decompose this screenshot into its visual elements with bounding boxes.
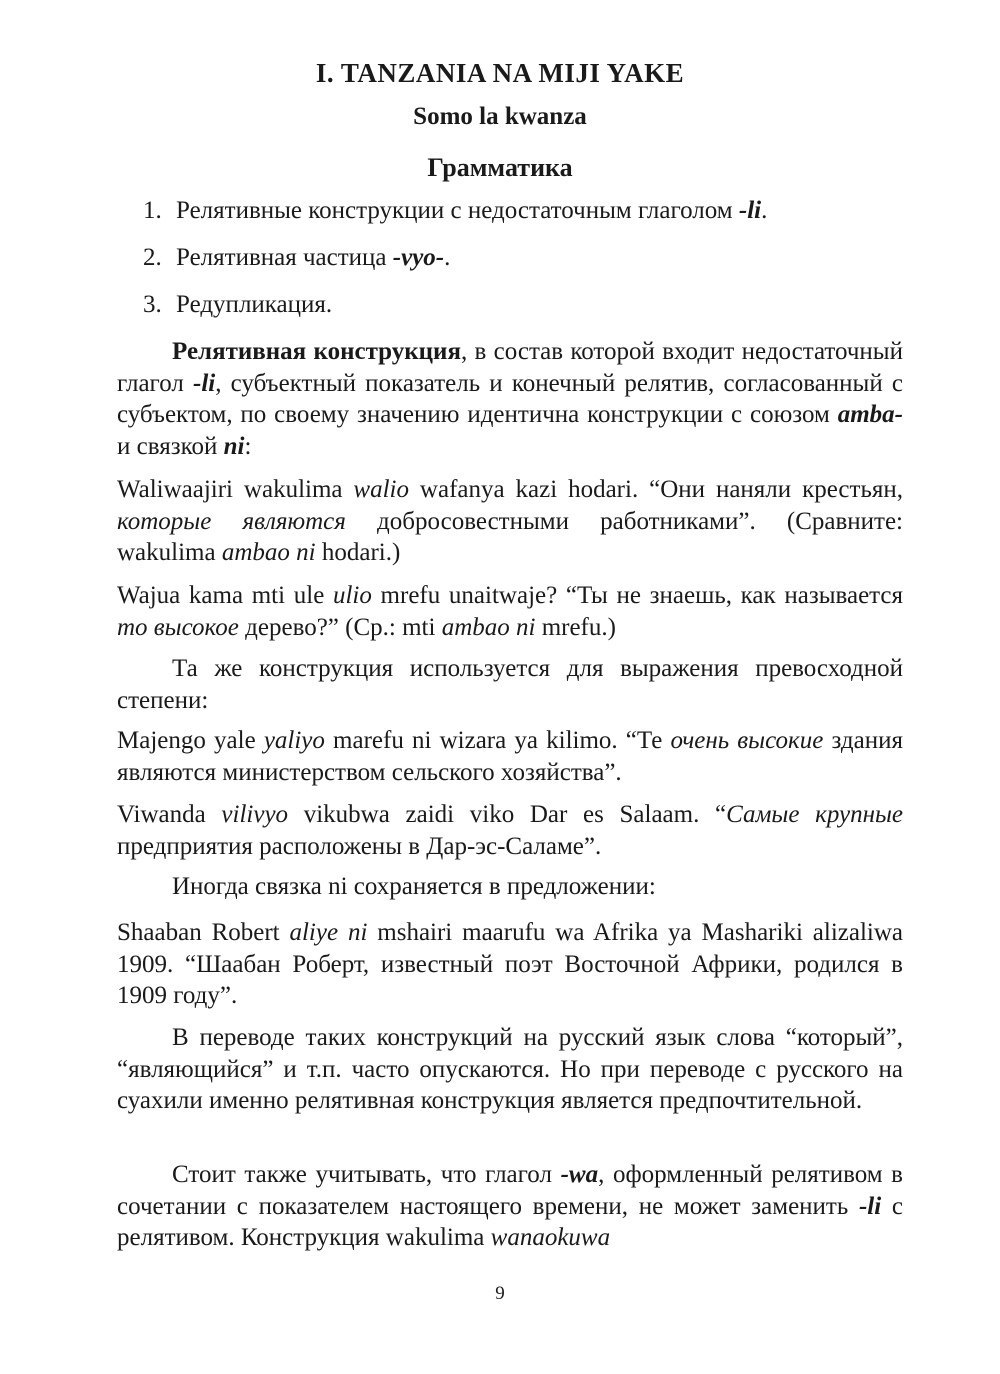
chapter-title: I. TANZANIA NA MIJI YAKE — [315, 58, 685, 88]
paragraph-copula: Иногда связка ni сохраняется в предложении: — [172, 873, 656, 900]
paragraph-superlative: Та же конструкция используется для выражения превосходной степени: — [117, 655, 903, 714]
grammar-topics-list — [143, 195, 767, 336]
paragraph-relative-construction: Релятивная конструкция, в состав которой входит недостаточный глагол -li, субъектный показатель и конечный релятив, согласованный с субъектом, по своему значению идентична конструкции с союзом amba- и связкой ni: — [117, 338, 903, 460]
list-item: 2. Релятивная частица -vyo-. — [143, 244, 451, 271]
example-1: Waliwaajiri wakulima walio wafanya kazi hodari. “Они наняли крестьян, которые являются добросовестными работниками”. (Сравните: wakulima ambao ni hodari.) — [117, 476, 904, 566]
page-number: 9 — [495, 1283, 505, 1304]
example-3: Majengo yale yaliyo marefu ni wizara ya kilimo. “Те очень высокие здания являются министерством сельского хозяйства”. — [117, 727, 903, 786]
paragraph-translation: В переводе таких конструкций на русский язык слова “который”, “являющийся” и т.п. часто опускаются. Но при переводе с русского на суахили именно релятивная конструкция является предпочтительной. — [117, 1024, 903, 1114]
list-item: 1. Релятивные конструкции с недостаточным глаголом -li. — [143, 197, 768, 224]
section-heading: Грамматика — [427, 153, 573, 182]
list-item: 3. Редупликация. — [143, 291, 333, 318]
example-4: Viwanda vilivyo vikubwa zaidi viko Dar es Salaam. “Самые крупные предприятия расположены в Дар-эс-Саламе”. — [117, 801, 904, 860]
example-5: Shaaban Robert aliye ni mshairi maarufu wa Afrika ya Mashariki alizaliwa 1909. “Шаабан Роберт, известный поэт Восточной Африки, родился в 1909 году”. — [117, 919, 903, 1009]
example-2: Wajua kama mti ule ulio mrefu unaitwaje? “Ты не знаешь, как называется то высокое дерево?” (Ср.: mti ambao ni mrefu.) — [117, 582, 903, 641]
paragraph-verb-wa: Стоит также учитывать, что глагол -wa, оформленный релятивом в сочетании с показателем настоящего времени, не может заменить -li с релятивом. Конструкция wakulima wanaokuwa — [117, 1161, 903, 1251]
lesson-subtitle: Somo la kwanza — [413, 103, 587, 130]
